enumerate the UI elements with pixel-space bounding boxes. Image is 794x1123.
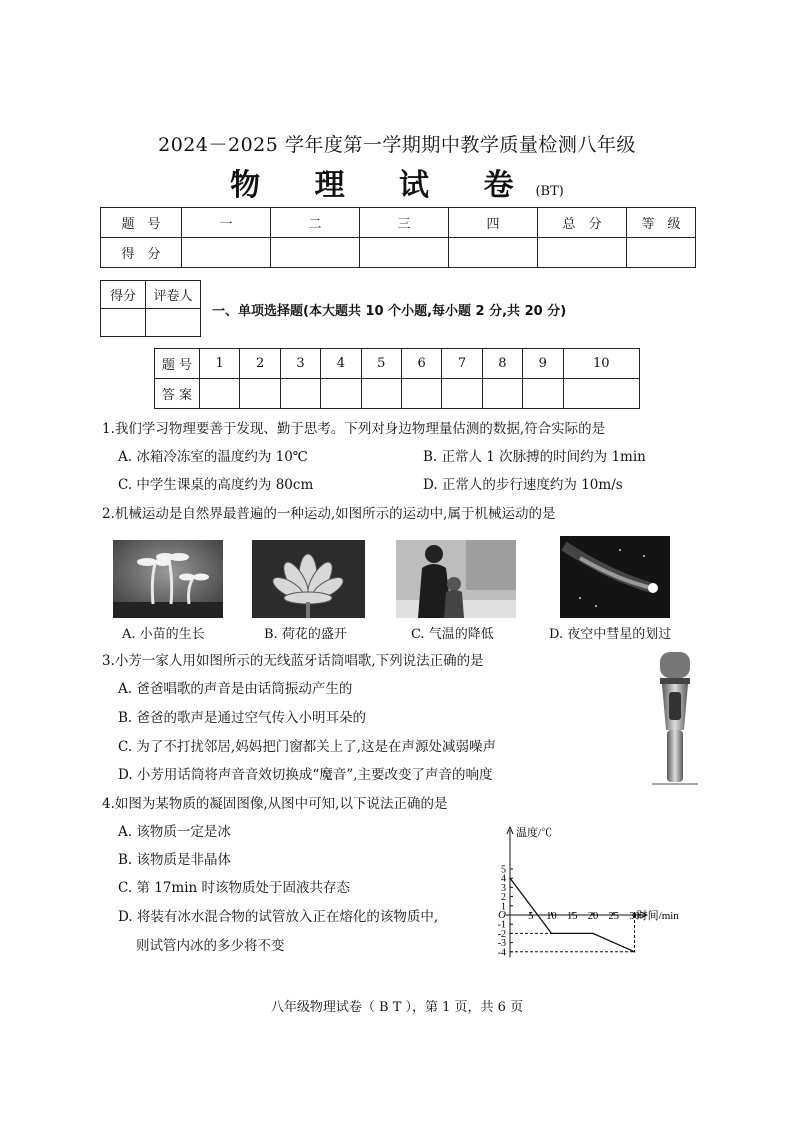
y-tick-label: 2 [501, 892, 506, 904]
score-cell[interactable] [627, 238, 696, 268]
q2-option-d: D. 夜空中彗星的划过 [549, 627, 672, 642]
grader-name-cell[interactable] [146, 309, 201, 337]
q1-option-c: C. 中学生课桌的高度约为 80cm [118, 477, 314, 493]
y-tick-label: -1 [497, 919, 506, 931]
x-axis-label: 时间/min [636, 910, 679, 922]
q3-option-b: B. 爸爸的歌声是通过空气传入小明耳朵的 [118, 710, 367, 726]
q3-stem: 3.小芳一家人用如图所示的无线蓝牙话筒唱歌,下列说法正确的是 [102, 653, 484, 669]
score-cell[interactable] [271, 238, 360, 268]
answer-number: 1 [200, 349, 240, 379]
exam-title-main: 物 理 试 卷 [230, 168, 536, 203]
q3-option-c: C. 为了不打扰邻居,妈妈把门窗都关上了,这是在声源处减弱噪声 [118, 739, 497, 755]
q3-option-d: D. 小芳用话筒将声音音效切换成“魔音”,主要改变了声音的响度 [118, 767, 493, 783]
answer-cell[interactable] [280, 379, 320, 409]
answer-number: 10 [563, 349, 639, 379]
exam-title [0, 160, 794, 204]
answer-cell[interactable] [401, 379, 441, 409]
score-table [100, 207, 696, 268]
cold-weather-photo [396, 540, 516, 618]
score-cell[interactable] [360, 238, 449, 268]
answer-number: 8 [482, 349, 522, 379]
q1-option-b: B. 正常人 1 次脉搏的时间约为 1min [423, 449, 646, 465]
y-axis-label: 温度/℃ [516, 827, 553, 839]
answer-cell[interactable] [240, 379, 280, 409]
x-tick-label: 25 [608, 911, 619, 922]
q1-stem: 1.我们学习物理要善于发现、勤于思考。下列对身边物理量估测的数据,符合实际的是 [102, 421, 606, 437]
answer-number: 5 [361, 349, 401, 379]
answer-number: 9 [523, 349, 563, 379]
q4-option-a: A. 该物质一定是冰 [118, 824, 231, 840]
q1-option-d: D. 正常人的步行速度约为 10m/s [423, 477, 623, 493]
y-tick-label: -2 [497, 928, 506, 940]
microphone-photo [652, 650, 698, 786]
page-footer: 八年级物理试卷（ B T ），第 1 页，共 6 页 [270, 1000, 524, 1015]
q3-option-a: A. 爸爸唱歌的声音是由话筒振动产生的 [118, 681, 353, 697]
y-tick-label: 3 [501, 882, 506, 894]
answer-cell[interactable] [563, 379, 639, 409]
data-point [634, 951, 636, 953]
score-cell[interactable] [449, 238, 538, 268]
y-tick-label: 1 [501, 901, 506, 913]
score-table-header: 一 [182, 208, 271, 238]
x-tick-label: 20 [587, 911, 599, 922]
exam-title-suffix: (BT) [535, 184, 564, 199]
data-point [509, 877, 511, 879]
answer-cell[interactable] [321, 379, 361, 409]
section-heading: 一、单项选择题(本大题共 10 个小题,每小题 2 分,共 20 分) [212, 304, 567, 319]
origin-label: O [498, 909, 506, 921]
answer-table-label: 答 案 [155, 379, 200, 409]
answer-number: 3 [280, 349, 320, 379]
seedling-photo [113, 540, 223, 618]
answer-cell[interactable] [523, 379, 563, 409]
x-tick-label: 15 [567, 911, 578, 922]
answer-cell[interactable] [442, 379, 482, 409]
score-table-header: 等 级 [627, 208, 696, 238]
q4-option-d-cont: 则试管内冰的多少将不变 [136, 938, 285, 954]
score-table-header: 三 [360, 208, 449, 238]
q4-option-c: C. 第 17min 时该物质处于固液共存态 [118, 880, 351, 896]
q1-option-a: A. 冰箱冷冻室的温度约为 10℃ [118, 449, 308, 465]
answer-cell[interactable] [482, 379, 522, 409]
answer-number: 4 [321, 349, 361, 379]
score-table-row-label: 得 分 [101, 238, 182, 268]
solidification-chart [490, 822, 695, 977]
score-cell[interactable] [538, 238, 627, 268]
y-tick-label: -3 [497, 938, 506, 950]
grader-score-label: 得分 [101, 281, 146, 309]
answer-number: 6 [401, 349, 441, 379]
exam-header-line: 2024－2025 学年度第一学期期中教学质量检测八年级 [158, 134, 636, 156]
answer-number: 2 [240, 349, 280, 379]
q4-option-b: B. 该物质是非晶体 [118, 852, 232, 868]
grader-score-cell[interactable] [101, 309, 146, 337]
q2-stem: 2.机械运动是自然界最普遍的一种运动,如图所示的运动中,属于机械运动的是 [102, 506, 556, 522]
comet-photo [560, 536, 670, 618]
answer-cell[interactable] [200, 379, 240, 409]
x-tick-label: 30 [629, 911, 640, 922]
score-table-header: 四 [449, 208, 538, 238]
answer-cell[interactable] [361, 379, 401, 409]
x-tick-label: 10 [546, 911, 557, 922]
q4-option-d: D. 将装有冰水混合物的试管放入正在熔化的该物质中, [118, 909, 439, 925]
y-tick-label: 4 [501, 873, 506, 885]
data-point [592, 933, 594, 935]
score-table-header: 题 号 [101, 208, 182, 238]
lotus-photo [252, 540, 365, 618]
score-table-header: 二 [271, 208, 360, 238]
q2-option-c: C. 气温的降低 [411, 627, 494, 642]
q2-option-b: B. 荷花的盛开 [264, 627, 347, 642]
answer-table [154, 348, 640, 409]
q2-option-a: A. 小苗的生长 [122, 627, 205, 642]
score-cell[interactable] [182, 238, 271, 268]
x-tick-label: 5 [528, 911, 534, 922]
q4-stem: 4.如图为某物质的凝固图像,从图中可知,以下说法正确的是 [102, 796, 448, 812]
score-table-header: 总 分 [538, 208, 627, 238]
y-tick-label: 5 [501, 864, 506, 876]
data-point [551, 933, 553, 935]
grader-table [100, 280, 201, 337]
answer-table-label: 题 号 [155, 349, 200, 379]
grader-name-label: 评卷人 [146, 281, 201, 309]
answer-number: 7 [442, 349, 482, 379]
y-tick-label: -4 [497, 947, 506, 959]
